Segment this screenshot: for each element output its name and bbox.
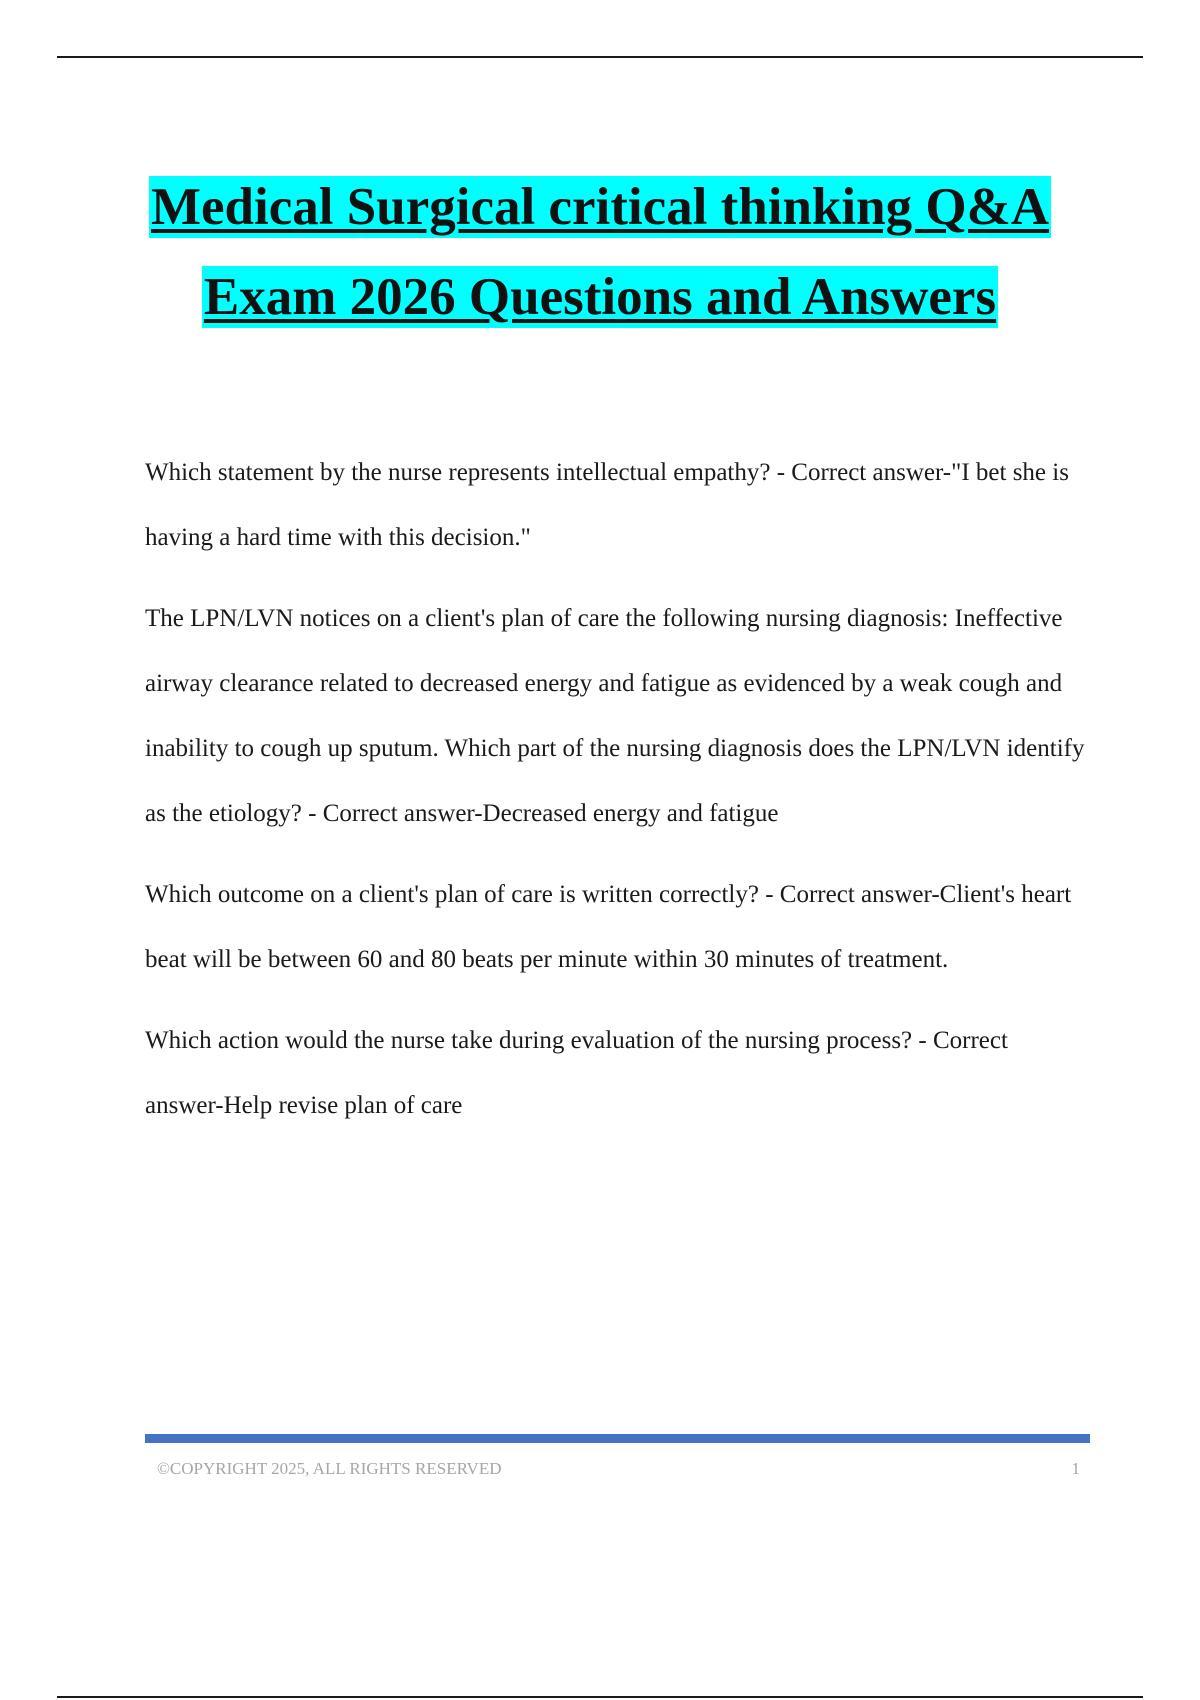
qa-item-1: Which statement by the nurse represents intellectual empathy? - Correct answer-"I bet she is having a hard time with this decision." [145, 459, 1069, 551]
qa-item-2: The LPN/LVN notices on a client's plan of care the following nursing diagnosis: Ineffective airway clearance related to decreased energy and fatigue as evidenced by a weak cough and inability to cough up sputum. Which part of the nursing diagnosis does the LPN/LVN identify as the etiology? - Correct answer-Decreased energy and fatigue [145, 605, 1085, 827]
qa-item-3: Which outcome on a client's plan of care is written correctly? - Correct answer-Client's heart beat will be between 60 and 80 beats per minute within 30 minutes of treatment. [145, 881, 1072, 973]
document-title [0, 176, 1200, 356]
qa-content [145, 440, 1090, 1154]
title-line-1 [0, 176, 1200, 266]
footer-copyright: ©COPYRIGHT 2025, ALL RIGHTS RESERVED [157, 1459, 502, 1478]
footer-page-number: 1 [1071, 1459, 1080, 1478]
title-text-line-1: Medical Surgical critical thinking Q&A [151, 178, 1049, 236]
bottom-page-rule [57, 1696, 1143, 1698]
title-text-line-2: Exam 2026 Questions and Answers [203, 268, 997, 326]
title-line-2 [0, 266, 1200, 356]
footer-divider-bar [145, 1434, 1090, 1443]
qa-item-4: Which action would the nurse take during evaluation of the nursing process? - Correct answer-Help revise plan of care [145, 1027, 1008, 1119]
top-page-rule [57, 56, 1143, 58]
